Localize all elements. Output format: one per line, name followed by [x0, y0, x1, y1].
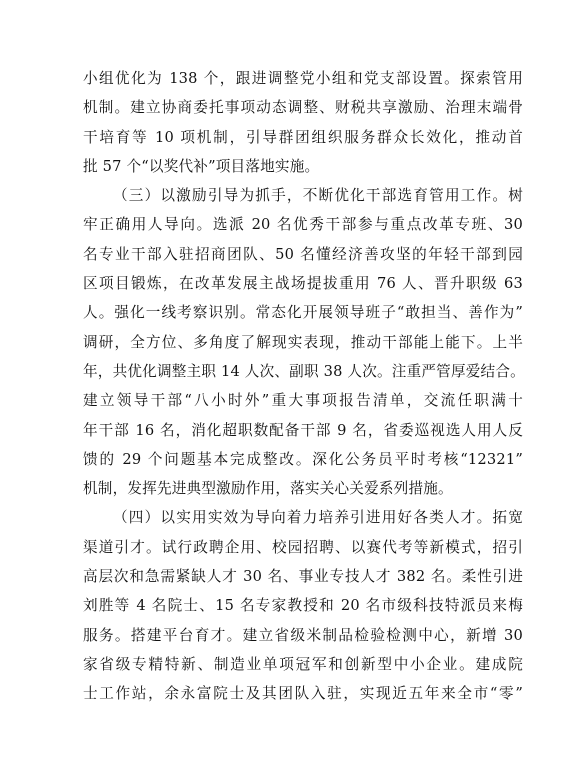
text-line: 年，共优化调整主职 14 人次、副职 38 人次。注重严管厚爱结合。: [83, 362, 525, 380]
text-line: 高层次和急需紧缺人才 30 名、事业专技人才 382 名。柔性引进: [83, 568, 523, 586]
text-line: 小组优化为 138 个，跟进调整党小组和党支部设置。探索管用: [83, 70, 523, 87]
text-line: 刘胜等 4 名院士、15 名专家教授和 20 名市级科技特派员来梅: [83, 597, 523, 615]
text-line: 渠道引才。试行政聘企用、校园招聘、以赛代考等新模式，招引: [83, 538, 523, 556]
text-line: 人。强化一线考察识别。常态化开展领导班子“敢担当、善作为”: [83, 304, 523, 322]
text-line: 牢正确用人导向。选派 20 名优秀干部参与重点改革专班、30: [83, 216, 523, 234]
document-body: [83, 64, 523, 709]
paragraph-first-line: （三）以激励引导为抓手，不断优化干部选育管用工作。树: [113, 187, 523, 205]
text-line: 名专业干部入驻招商团队、50 名懂经济善攻坚的年轻干部到园: [83, 245, 523, 263]
paragraph-first-line: （四）以实用实效为导向着力培养引进用好各类人才。拓宽: [113, 509, 523, 527]
text-line: 家省级专精特新、制造业单项冠军和创新型中小企业。建成院: [83, 655, 523, 673]
text-line: 建立领导干部“八小时外”重大事项报告清单，交流任职满十: [83, 392, 523, 410]
text-line: 干培育等 10 项机制，引导群团组织服务群众长效化，推动首: [83, 128, 523, 146]
text-line: 服务。搭建平台育才。建立省级米制品检验检测中心，新增 30: [83, 626, 523, 644]
text-line: 馈的 29 个问题基本完成整改。深化公务员平时考核“12321”: [83, 450, 523, 468]
text-line: 区项目锻炼，在改革发展主战场提拔重用 76 人、晋升职级 63: [83, 275, 523, 293]
text-line: 批 57 个“以奖代补”项目落地实施。: [83, 157, 320, 175]
text-line: 机制，发挥先进典型激励作用，落实关心关爱系列措施。: [83, 480, 453, 498]
text-line: 调研，全方位、多角度了解现实表现，推动干部能上能下。上半: [83, 333, 523, 351]
text-line: 士工作站，余永富院士及其团队入驻，实现近五年来全市“零”: [83, 685, 523, 703]
text-line: 机制。建立协商委托事项动态调整、财税共享激励、治理末端骨: [83, 99, 523, 117]
text-line: 年干部 16 名，消化超职数配备干部 9 名，省委巡视选人用人反: [83, 421, 523, 439]
